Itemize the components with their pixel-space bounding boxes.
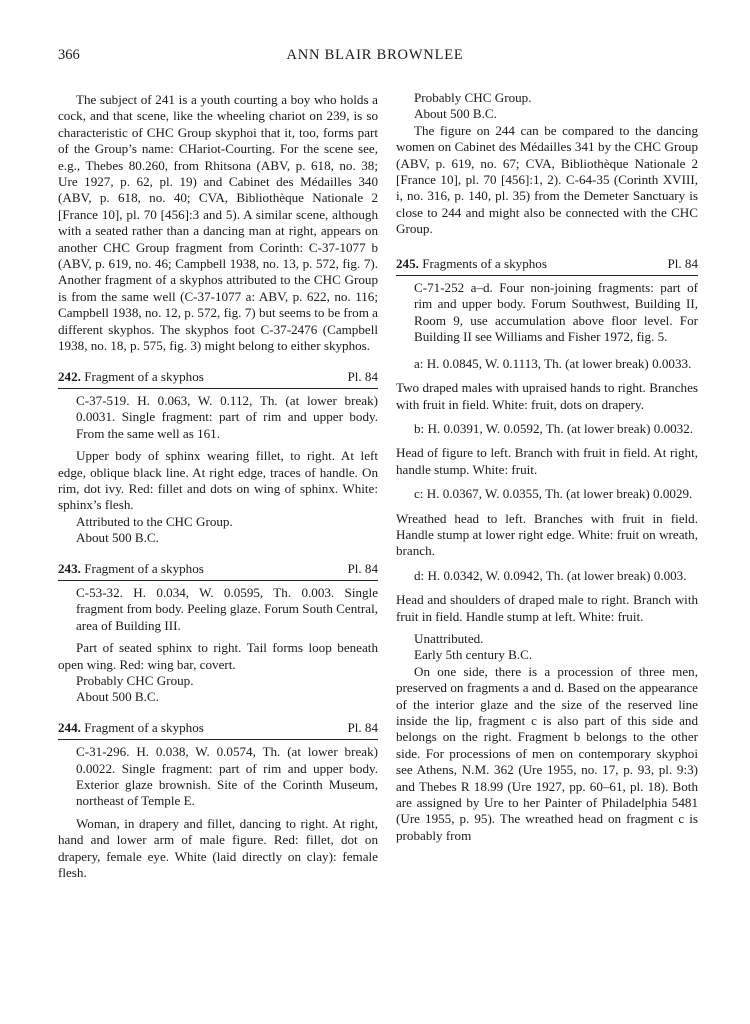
fragment-description: Head of figure to left. Branch with fruit in field. At right, handle stump. White: fruit. xyxy=(396,445,698,477)
author-running-head: ANN BLAIR BROWNLEE xyxy=(286,47,464,63)
intro-paragraph: The subject of 241 is a youth courting a boy who holds a cock, and that scene, like the wheeling chariot on 239, is so characteristic of CHC Group skyphoi that it, too, forms part of the Group’s name: CHariot-Courting. For the scene see, e.g., Thebes 80.260, from Rhitsona (ABV, p. 618, no. 38; Ure 1927, p. 62, pl. 19) and Cabinet des Médailles 340 (ABV, p. 618, no. 40; CVA, Bibliothèque Nationale 2 [France 10], pl. 70 [456]:3 and 5). A similar scene, although with a seated rather than a dancing man at right, appears on another CHC Group fragment from Corinth: C-37-1077 b (ABV, p. 619, no. 46; Campbell 1938, no. 13, p. 572, fig. 7). Another fragment of a skyphos attributed to the CHC Group is from the same well (C-37-1077 a: ABV, p. 622, no. 116; Campbell 1938, no. 12, p. 572, fig. 7) but seems to be from a different skyphos. The skyphos foot C-37-2476 (Campbell 1938, no. 18, p. 575, fig. 3) might belong to either skyphos. xyxy=(58,92,378,354)
heading-rule xyxy=(396,275,698,276)
entry-number: 245. xyxy=(396,255,419,271)
entry-attribution: Probably CHC Group. xyxy=(76,673,194,688)
plate-reference: Pl. 84 xyxy=(347,368,378,384)
fragment-description: Wreathed head to left. Branches with fruit in field. Handle stump at lower right edge. White: fruit on wreath, branch. xyxy=(396,510,698,559)
entry-date: About 500 B.C. xyxy=(76,530,159,546)
entry-attribution: Unattributed. xyxy=(414,630,484,646)
entry-comment: The figure on 244 can be compared to the dancing women on Cabinet des Médailles 341 by the CHC Group (ABV, p. 619, no. 67; CVA, Bibliothèque Nationale 2 [France 10], pl. 70 [456]:1, 2). C-64-35 (Corinth XVIII, i, no. 316, p. 140, pl. 35) from the Demeter Sanctuary is close to 244 and might also be connected with the CHC Group. xyxy=(396,122,698,237)
entry-description: Woman, in drapery and fillet, dancing to right. At right, hand and lower arm of male figure. Red: fillet, dot on drapery, female eye. White (laid directly on clay): female flesh. xyxy=(58,815,378,881)
entry-title xyxy=(396,256,547,272)
entry-title-text: Fragment of a skyphos xyxy=(84,368,204,384)
entry-meta: C-37-519. H. 0.063, W. 0.112, Th. (at lower break) 0.0031. Single fragment: part of rim and upper body. From the same well as 161. xyxy=(76,392,378,441)
running-head xyxy=(58,47,692,69)
catalog-entry-242 xyxy=(58,369,378,547)
catalog-entry-245 xyxy=(396,256,698,845)
entry-date: Early 5th century B.C. xyxy=(414,647,533,663)
heading-rule xyxy=(58,739,378,740)
entry-title-text: Fragment of a skyphos xyxy=(84,719,204,735)
fragment-measure: c: H. 0.0367, W. 0.0355, Th. (at lower break) 0.0029. xyxy=(414,486,693,502)
entry-heading xyxy=(58,561,378,577)
heading-rule xyxy=(58,580,378,581)
entry-title xyxy=(58,720,204,736)
entry-attribution: Attributed to the CHC Group. xyxy=(76,513,233,529)
fragment-measure: b: H. 0.0391, W. 0.0592, Th. (at lower break) 0.0032. xyxy=(414,420,694,436)
plate-reference: Pl. 84 xyxy=(347,719,378,735)
catalog-entry-244 xyxy=(58,720,378,882)
entry-meta: C-53-32. H. 0.034, W. 0.0595, Th. 0.003. Single fragment from body. Peeling glaze. Forum South Central, area of Building III. xyxy=(76,584,378,633)
plate-reference: Pl. 84 xyxy=(667,255,698,271)
page-number: 366 xyxy=(58,47,80,63)
fragment-measure: d: H. 0.0342, W. 0.0942, Th. (at lower break) 0.003. xyxy=(414,567,687,583)
entry-heading xyxy=(58,369,378,385)
entry-description: Part of seated sphinx to right. Tail forms loop beneath open wing. Red: wing bar, covert. xyxy=(58,640,378,672)
right-column xyxy=(396,90,698,844)
entry-title-text: Fragments of a skyphos xyxy=(422,255,547,271)
fragment-description: Head and shoulders of draped male to right. Branch with fruit in field. Handle stump at left. White: fruit. xyxy=(396,592,698,624)
entry-meta: C-31-296. H. 0.038, W. 0.0574, Th. (at lower break) 0.0022. Single fragment: part of rim and upper body. Exterior glaze brownish. Site of the Corinth Museum, northeast of Temple E. xyxy=(76,744,378,809)
entry-number: 242. xyxy=(58,368,81,384)
entry-heading xyxy=(58,720,378,736)
left-column xyxy=(58,92,378,881)
entry-description: Upper body of sphinx wearing fillet, to right. At left edge, oblique black line. At right edge, traces of handle. On rim, dot ivy. Red: fillet and dots on wing of sphinx. White: sphinx’s flesh. xyxy=(58,448,378,513)
entry-date: About 500 B.C. xyxy=(414,106,497,122)
entry-attribution: Probably CHC Group. xyxy=(414,90,532,105)
entry-comment: On one side, there is a procession of three men, preserved on fragments a and d. Based on the appearance of the interior glaze and the size of the reserved line inside the lip, fragment c is also part of this side and belongs on the right. Fragment b belongs to the other side. For processions of men on contemporary skyphoi see Athens, N.M. 362 (Ure 1955, no. 17, p. 93, pl. 9:3) and Thebes R 18.99 (Ure 1927, pp. 60–61, pl. 18). Both are assigned by Ure to her Painter of Philadelphia 5481 (Ure 1955, p. 95). The wreathed head on fragment c is probably from xyxy=(396,663,698,843)
entry-heading xyxy=(396,256,698,272)
entry-date: About 500 B.C. xyxy=(76,689,159,705)
entry-title xyxy=(58,561,204,577)
entry-number: 243. xyxy=(58,560,81,576)
heading-rule xyxy=(58,388,378,389)
fragment-measure: a: H. 0.0845, W. 0.1113, Th. (at lower break) 0.0033. xyxy=(414,355,692,371)
entry-title xyxy=(58,369,204,385)
catalog-entry-243 xyxy=(58,561,378,706)
entry-number: 244. xyxy=(58,719,81,735)
plate-reference: Pl. 84 xyxy=(347,560,378,576)
fragment-description: Two draped males with upraised hands to right. Branches with fruit in field. White: fruit, dots on drapery. xyxy=(396,380,698,412)
entry-meta: C-71-252 a–d. Four non-joining fragments: part of rim and upper body. Forum Southwest, Building II, Room 9, use accumulation above floor level. For Building II see Williams and Fisher 1972, fig. 5. xyxy=(414,280,698,345)
entry-title-text: Fragment of a skyphos xyxy=(84,560,204,576)
